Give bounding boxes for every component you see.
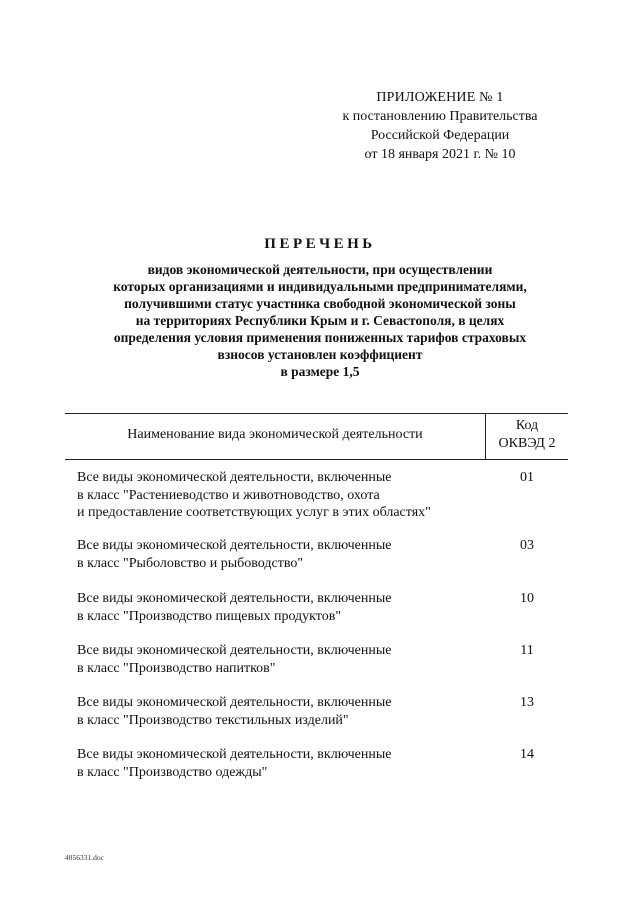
row-okved-code: 11 <box>520 643 534 658</box>
appendix-line-3: от 18 января 2021 г. № 10 <box>364 147 516 162</box>
subtitle-line: которых организациями и индивидуальными предпринимателями, <box>113 279 527 294</box>
header-activity-name: Наименование вида экономической деятельности <box>127 427 423 442</box>
table-row <box>77 537 568 572</box>
table-row <box>77 694 568 729</box>
row-description <box>77 694 485 729</box>
row-description-line: Все виды экономической деятельности, включенные <box>77 643 392 658</box>
table-header <box>65 413 568 460</box>
document-file-reference: 4856331.doc <box>65 853 104 862</box>
row-description-line: в класс "Растениеводство и животноводство, охота <box>77 487 380 503</box>
row-okved-code: 10 <box>520 591 534 606</box>
row-description-line: Все виды экономической деятельности, включенные <box>77 747 392 762</box>
row-description-line: и предоставление соответствующих услуг в этих областях" <box>77 505 431 520</box>
header-code-line-2: ОКВЭД 2 <box>498 436 556 451</box>
subtitle-line: получившими статус участника свободной экономической зоны <box>124 296 516 311</box>
row-description-line: в класс "Производство текстильных изделий" <box>77 712 349 728</box>
subtitle-line: в размере 1,5 <box>280 364 360 379</box>
table-row <box>77 590 568 625</box>
document-subtitle <box>60 261 580 380</box>
table-row <box>77 469 568 522</box>
row-okved-code: 14 <box>520 747 534 762</box>
header-code-line-1: Код <box>515 418 539 433</box>
subtitle-line: взносов установлен коэффициент <box>217 347 423 362</box>
row-description <box>77 642 485 677</box>
row-description-line: в класс "Рыболовство и рыбоводство" <box>77 555 304 571</box>
row-description-line: в класс "Производство напитков" <box>77 660 276 676</box>
row-description <box>77 746 485 781</box>
row-description-line: Все виды экономической деятельности, включенные <box>77 538 392 553</box>
table-row <box>77 642 568 677</box>
row-okved-code: 13 <box>520 695 534 710</box>
row-description-line: Все виды экономической деятельности, включенные <box>77 470 392 485</box>
row-description-line: Все виды экономической деятельности, включенные <box>77 591 392 606</box>
row-description-line: Все виды экономической деятельности, включенные <box>77 695 392 710</box>
subtitle-line: видов экономической деятельности, при осуществлении <box>147 262 493 277</box>
appendix-line-2: Российской Федерации <box>370 128 510 143</box>
appendix-block <box>330 88 550 164</box>
activity-table <box>65 413 568 780</box>
subtitle-line: определения условия применения пониженных тарифов страховых <box>113 330 527 345</box>
row-description-line: в класс "Производство одежды" <box>77 764 268 780</box>
appendix-line-1: к постановлению Правительства <box>342 109 538 124</box>
row-okved-code: 01 <box>520 470 534 485</box>
row-description <box>77 469 485 522</box>
row-description <box>77 590 485 625</box>
header-okved-code <box>486 417 568 453</box>
row-description <box>77 537 485 572</box>
row-description-line: в класс "Производство пищевых продуктов" <box>77 608 342 624</box>
appendix-title: ПРИЛОЖЕНИЕ № 1 <box>376 90 504 105</box>
document-heading: ПЕРЕЧЕНЬ <box>264 236 376 252</box>
subtitle-line: на территориях Республики Крым и г. Севастополя, в целях <box>135 313 505 328</box>
row-okved-code: 03 <box>520 538 534 553</box>
table-row <box>77 746 568 781</box>
